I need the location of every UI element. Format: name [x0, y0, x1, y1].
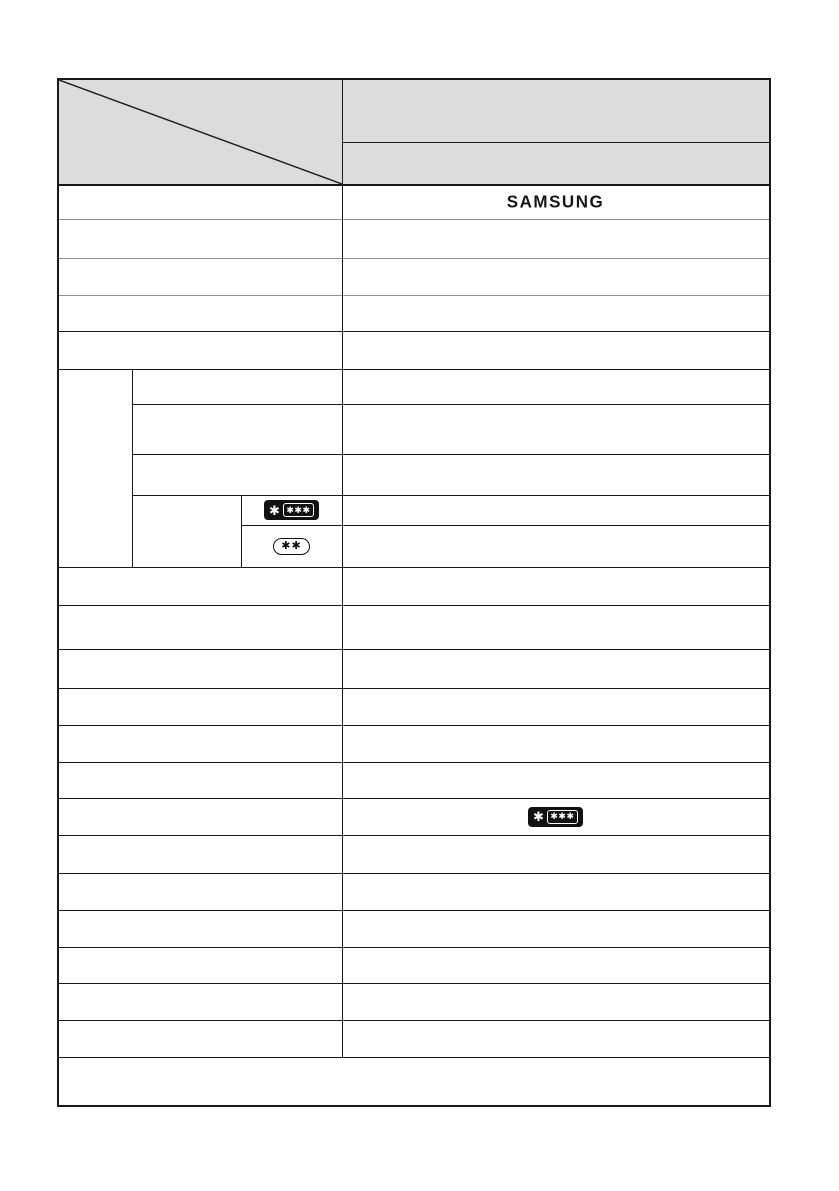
row-14-value-cell: [342, 688, 769, 725]
freezer-four-star-rating-icon: [528, 807, 583, 827]
row-divider: [59, 762, 769, 763]
row-divider: [59, 873, 769, 874]
spec-row-20: [59, 910, 769, 947]
row-divider: [241, 525, 769, 526]
row-4-value-cell: [342, 295, 769, 331]
row-17-label-cell: [59, 798, 342, 835]
nested-sub-value-cell-4a: [342, 495, 769, 525]
row-11-label-cell: [59, 567, 342, 605]
row-18-label-cell: [59, 835, 342, 873]
header-model-cell-bottom: [342, 142, 769, 184]
boxed-stars-glyph: ✱✱✱: [283, 503, 314, 517]
row-12-label-cell: [59, 605, 342, 649]
row-21-label-cell: [59, 947, 342, 983]
spec-row-brand: [59, 184, 769, 219]
spec-row-23: [59, 1020, 769, 1057]
row-2-label-cell: [59, 219, 342, 258]
two-stars-glyph: ✱✱: [281, 539, 302, 552]
row-divider: [59, 295, 769, 296]
spec-row-3: [59, 258, 769, 295]
header-corner-cell: [59, 80, 342, 184]
row-divider: [59, 910, 769, 911]
row-14-label-cell: [59, 688, 342, 725]
row-16-value-cell: [342, 762, 769, 798]
freezer-two-star-rating-icon: [273, 538, 309, 555]
nested-section-top-line: [59, 369, 769, 370]
header-model-cell-top: [342, 80, 769, 142]
row-16-label-cell: [59, 762, 342, 798]
freezer-four-star-rating-icon: [264, 500, 319, 520]
spec-row-12: [59, 605, 769, 649]
header-bottom-line: [59, 184, 769, 186]
rating-column-divider: [241, 495, 242, 567]
row-18-value-cell: [342, 835, 769, 873]
large-star-glyph: ✱: [532, 809, 544, 824]
spec-row-18: [59, 835, 769, 873]
row-22-value-cell: [342, 983, 769, 1020]
row-divider: [59, 219, 769, 220]
row-divider: [132, 404, 769, 405]
nested-sub-value-cell-2: [342, 404, 769, 454]
row-17-value-cell: [342, 798, 769, 835]
nested-sub-label-cell-2: [132, 404, 342, 454]
spec-row-14: [59, 688, 769, 725]
large-star-glyph: ✱: [268, 502, 280, 518]
row-21-value-cell: [342, 947, 769, 983]
spec-table: [57, 78, 771, 1107]
spec-table-grid: [59, 80, 769, 1105]
nested-column-divider: [132, 369, 133, 567]
spec-row-13: [59, 649, 769, 688]
four-star-rating-cell: [241, 495, 342, 525]
row-3-value-cell: [342, 258, 769, 295]
spec-row-16: [59, 762, 769, 798]
nested-section-bottom-line: [59, 567, 769, 568]
boxed-stars-glyph: ✱✱✱: [547, 810, 578, 824]
row-divider: [59, 688, 769, 689]
spec-row-19: [59, 873, 769, 910]
header-split-line: [342, 142, 769, 143]
spec-row-11: [59, 567, 769, 605]
row-19-label-cell: [59, 873, 342, 910]
row-divider: [132, 454, 769, 455]
row-divider: [59, 649, 769, 650]
nested-sub-label-cell-1: [132, 369, 342, 404]
diagonal-divider-icon: [59, 80, 342, 184]
samsung-logo: SAMSUNG: [506, 191, 605, 212]
row-divider: [59, 605, 769, 606]
row-19-value-cell: [342, 873, 769, 910]
row-divider: [59, 331, 769, 332]
spec-row-4: [59, 295, 769, 331]
row-23-label-cell: [59, 1020, 342, 1057]
row-13-value-cell: [342, 649, 769, 688]
row-20-value-cell: [342, 910, 769, 947]
spec-row-21: [59, 947, 769, 983]
footer-top-line: [59, 1057, 769, 1058]
spec-row-5: [59, 331, 769, 369]
nested-sub-label-cell-4: [132, 495, 241, 567]
nested-group-label-cell: [59, 369, 132, 567]
spec-row-22: [59, 983, 769, 1020]
row-divider: [59, 835, 769, 836]
row-divider: [59, 798, 769, 799]
two-star-rating-cell: [241, 525, 342, 567]
row-divider: [132, 495, 769, 496]
row-4-label-cell: [59, 295, 342, 331]
nested-sub-value-cell-4b: [342, 525, 769, 567]
row-5-label-cell: [59, 331, 342, 369]
row-5-value-cell: [342, 331, 769, 369]
nested-sub-value-cell-1: [342, 369, 769, 404]
row-20-label-cell: [59, 910, 342, 947]
row-11-value-cell: [342, 567, 769, 605]
spec-row-2: [59, 219, 769, 258]
row-15-value-cell: [342, 725, 769, 762]
main-column-divider: [342, 80, 343, 1057]
row-divider: [59, 258, 769, 259]
row-divider: [59, 725, 769, 726]
spec-row-15: [59, 725, 769, 762]
row-3-label-cell: [59, 258, 342, 295]
brand-value-cell: [342, 184, 769, 219]
row-15-label-cell: [59, 725, 342, 762]
row-12-value-cell: [342, 605, 769, 649]
row-divider: [59, 947, 769, 948]
row-13-label-cell: [59, 649, 342, 688]
row-2-value-cell: [342, 219, 769, 258]
row-22-label-cell: [59, 983, 342, 1020]
row-divider: [59, 1020, 769, 1021]
row-divider: [59, 983, 769, 984]
footer-note-cell: [59, 1057, 769, 1105]
spec-row-17: [59, 798, 769, 835]
brand-label-cell: [59, 184, 342, 219]
nested-sub-value-cell-3: [342, 454, 769, 495]
row-23-value-cell: [342, 1020, 769, 1057]
nested-sub-label-cell-3: [132, 454, 342, 495]
